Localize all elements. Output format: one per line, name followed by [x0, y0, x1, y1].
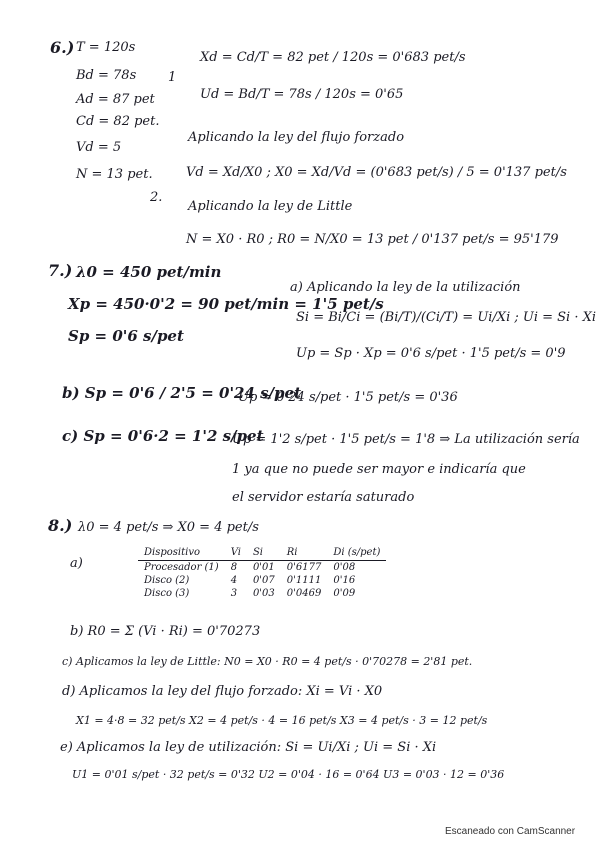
device-table-cell: 0'01 — [252, 562, 275, 573]
device-table-row — [138, 587, 386, 600]
device-table-header-cell: Vi — [225, 547, 247, 561]
device-table-header-cell: Ri — [281, 547, 328, 561]
device-table-cell: 0'07 — [252, 575, 275, 586]
q7-c-result: Up = 1'2 s/pet · 1'5 pet/s = 1'8 ⇒ La utilización sería — [232, 432, 580, 447]
device-table-header-cell: Si — [247, 547, 281, 561]
q6-given-item: Cd = 82 pet. — [76, 114, 160, 129]
device-table-cell: Disco (2) — [144, 575, 190, 586]
q6-xd-equation: Xd = Cd/T = 82 pet / 120s = 0'683 pet/s — [200, 50, 466, 65]
q8-d-result: X1 = 4·8 = 32 pet/s X2 = 4 pet/s · 4 = 16 pet/s X3 = 4 pet/s · 3 = 12 pet/s — [76, 714, 488, 727]
device-table-cell: 0'0469 — [286, 588, 322, 599]
device-table-cell: 0'1111 — [286, 575, 322, 586]
q8-e-result: U1 = 0'01 s/pet · 32 pet/s = 0'32 U2 = 0'04 · 16 = 0'64 U3 = 0'03 · 12 = 0'36 — [72, 768, 505, 781]
q6-step1-number: 1 — [168, 70, 177, 85]
q6-given-item: T = 120s — [76, 40, 136, 55]
device-table-row — [138, 574, 386, 587]
q7-a-result: Up = Sp · Xp = 0'6 s/pet · 1'5 pet/s = 0'9 — [296, 346, 566, 361]
device-table — [138, 547, 386, 600]
device-table-header-cell: Dispositivo — [138, 547, 225, 561]
q6-ud-equation: Ud = Bd/T = 78s / 120s = 0'65 — [200, 87, 404, 102]
q7-a-equation: Si = Bi/Ci = (Bi/T)/(Ci/T) = Ui/Xi ; Ui = Si · Xi — [296, 310, 597, 325]
q7-label: 7.) — [48, 261, 73, 280]
q6-flow-law-equation: Vd = Xd/X0 ; X0 = Xd/Vd = (0'683 pet/s) / 5 = 0'137 pet/s — [186, 165, 567, 180]
q7-a-heading: a) Aplicando la ley de la utilización — [290, 280, 521, 295]
q8-arrival-rate: λ0 = 4 pet/s ⇒ X0 = 4 pet/s — [78, 520, 259, 535]
q6-given-item: Ad = 87 pet — [76, 92, 155, 107]
q6-step2-number: 2. — [150, 190, 163, 205]
device-table-row — [138, 561, 386, 575]
device-table-cell: 0'03 — [252, 588, 275, 599]
q8-b-equation: b) R0 = Σ (Vi · Ri) = 0'70273 — [70, 624, 261, 639]
scanner-watermark: Escaneado con CamScanner — [445, 826, 576, 837]
device-table-cell: 3 — [230, 588, 238, 599]
q7-throughput: Xp = 450·0'2 = 90 pet/min = 1'5 pet/s — [68, 295, 384, 313]
q6-flow-law-heading: Aplicando la ley del flujo forzado — [188, 130, 405, 145]
q7-c-note-line2: el servidor estaría saturado — [232, 490, 415, 505]
device-table-cell: 0'09 — [333, 588, 356, 599]
q7-c-note-line1: 1 ya que no puede ser mayor e indicaría que — [232, 462, 526, 477]
device-table-cell: 4 — [230, 575, 238, 586]
device-table-header-cell: Di (s/pet) — [327, 547, 386, 561]
device-table-header-row — [138, 547, 386, 561]
q7-b-result: Up = 0'24 s/pet · 1'5 pet/s = 0'36 — [238, 390, 458, 405]
device-table-cell: 0'08 — [333, 562, 356, 573]
q8-c-equation: c) Aplicamos la ley de Little: N0 = X0 · R0 = 4 pet/s · 0'70278 = 2'81 pet. — [62, 655, 473, 668]
q7-arrival-rate: λ0 = 450 pet/min — [76, 263, 222, 281]
device-table-cell: Disco (3) — [144, 588, 190, 599]
q6-little-law-heading: Aplicando la ley de Little — [188, 199, 353, 214]
q6-label: 6.) — [50, 38, 75, 57]
q6-little-law-equation: N = X0 · R0 ; R0 = N/X0 = 13 pet / 0'137 pet/s = 95'179 — [186, 232, 559, 247]
q6-given-item: N = 13 pet. — [76, 167, 153, 182]
q6-given-item: Bd = 78s — [76, 68, 137, 83]
q7-b-equation: b) Sp = 0'6 / 2'5 = 0'24 s/pet — [62, 384, 302, 402]
q8-e-heading: e) Aplicamos la ley de utilización: Si = Ui/Xi ; Ui = Si · Xi — [60, 740, 437, 755]
device-table-cell: 8 — [230, 562, 238, 573]
q6-given-item: Vd = 5 — [76, 140, 122, 155]
device-table-cell: 0'6177 — [286, 562, 322, 573]
q7-c-equation: c) Sp = 0'6·2 = 1'2 s/pet — [62, 427, 264, 445]
device-table-cell: 0'16 — [333, 575, 356, 586]
q8-label: 8.) — [48, 516, 73, 535]
q8-a-label: a) — [70, 556, 83, 571]
q7-service-time: Sp = 0'6 s/pet — [68, 327, 184, 345]
q8-d-heading: d) Aplicamos la ley del flujo forzado: Xi = Vi · X0 — [62, 684, 383, 699]
device-table-cell: Procesador (1) — [144, 562, 219, 573]
